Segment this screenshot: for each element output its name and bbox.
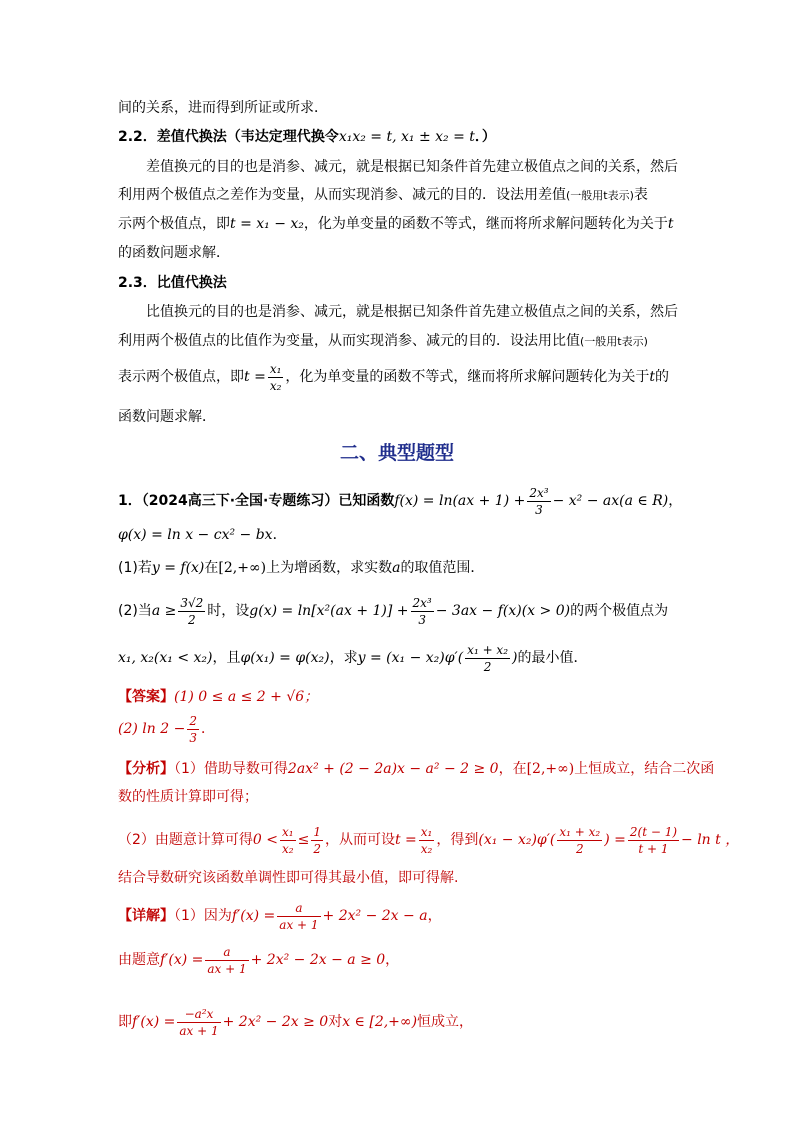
- part2-g-rest: − 3ax − f(x)(x > 0): [435, 603, 571, 619]
- text: ，且: [212, 650, 241, 666]
- p23-line4: 函数问题求解．: [118, 409, 216, 425]
- question-1-part1: (1)若y = f(x)在[2,+∞)上为增函数，求实数a的取值范围．: [118, 560, 485, 576]
- p23-line3-mid: ，化为单变量的函数不等式，继而将所求解问题转化为关于: [285, 369, 650, 385]
- p22-line1: 差值换元的目的也是消参、减元，就是根据已知条件首先建立极值点之间的关系，然后: [146, 159, 678, 175]
- analysis-inequality: 2ax² + (2 − 2a)x − a² − 2 ≥ 0: [287, 761, 499, 777]
- comma: ，: [427, 908, 442, 924]
- heading-2-2-text: 2.2．差值代换法（韦达定理代换令: [118, 129, 339, 145]
- analysis-line2: 数的性质计算即可得；: [118, 789, 258, 805]
- p22-line3-text: 示两个极值点，即: [118, 216, 230, 232]
- paragraph-intro-end: 间的关系，进而得到所证或所求．: [118, 100, 328, 116]
- p23-line3-end: 的: [655, 369, 670, 385]
- formula: + 2x² − 2x − a: [322, 908, 428, 924]
- text: 恒成立，: [417, 1014, 474, 1030]
- p22-note: (一般用t表示): [566, 189, 634, 202]
- p22-line4: 的函数问题求解．: [118, 245, 230, 261]
- text: 时，设: [207, 603, 250, 619]
- p22-line2-end: 表: [633, 187, 648, 203]
- question-1-f-rest: − x² − ax(a ∈ R): [552, 493, 669, 509]
- text: （1）借助导数可得: [174, 761, 288, 777]
- question-1-phi: [118, 525, 287, 545]
- p22-line3-mid: ，化为单变量的函数不等式，继而将所求解问题转化为关于: [303, 216, 668, 232]
- analysis-line4: 结合导数研究该函数单调性即可得其最小值，即可得解.: [118, 870, 459, 886]
- p23-line2-text: 利用两个极值点的比值作为变量，从而实现消参、减元的目的．设法用比值: [118, 333, 580, 349]
- p23-line3: 表示两个极值点，即t = $\frac{\text{x₁}}{\text{x₂}}$ ，化为单变量的函数不等式，继而将所求解问题转化为关于t的: [118, 361, 670, 393]
- extreme-points: x₁, x₂(x₁ < x₂): [118, 650, 213, 666]
- answer-2: (2) ln 2 −: [118, 721, 186, 737]
- analysis-line3: （2）由题意计算可得0 < $\frac{\text{x₁}}{\text{x₂}}$ ≤ $\frac{1}{2}$ ，从而可设t = $\frac{\text{x₁}}{\text{x₂}}$ ，得到(x₁ − x₂)φ′( $\frac{\text{x₁ + x₂}}{2}$ ) = $\frac{2(t - 1)}{t + 1}$ − ln t ，: [118, 824, 740, 856]
- ratio-fraction: $\frac{\text{x₁}}{\text{x₂}}$: [269, 361, 282, 393]
- question-1-part2-line2: x₁, x₂(x₁ < x₂)，且φ(x₁) = φ(x₂)，求y = (x₁ − x₂)φ′( $\frac{\text{x₁ + x₂}}{2}$ )的最小值．: [118, 642, 588, 674]
- detail-line1: 【详解】（1）因为f′(x) = $\frac{a}{ax + 1}$ + 2x² − 2x − a，: [118, 900, 442, 932]
- part1-interval: [2,+∞): [218, 560, 267, 576]
- question-1-part2: (2)当a ≥ $\frac{3√2}{2}$ 时，设g(x) = ln[x²(ax + 1)] + $\frac{\text{2x³}}{3}$ − 3ax − f(x)(x > 0)的两个极值点为: [118, 595, 669, 627]
- formula: + 2x² − 2x − a ≥ 0: [250, 952, 386, 968]
- part1-label: (1)若: [118, 560, 152, 576]
- section-title: 二、典型题型: [339, 442, 454, 464]
- text: ，得到: [436, 832, 479, 848]
- domain: x ∈ [2,+∞): [342, 1014, 418, 1030]
- heading-2-2-formula: x₁x₂ = t, x₁ ± x₂ = t: [338, 129, 475, 145]
- phi-definition: φ(x) = ln x − cx² − bx: [118, 527, 273, 543]
- p22-var-t: t: [667, 216, 674, 232]
- text: 的最小值．: [517, 650, 588, 666]
- detail-line2: 由题意f′(x) = $\frac{a}{ax + 1}$ + 2x² − 2x − a ≥ 0，: [118, 944, 400, 976]
- question-1-source: 1．（2024高三下·全国·专题练习）已知函数: [118, 493, 395, 509]
- text: 的取值范围．: [400, 560, 485, 576]
- part1-y: y = f(x): [151, 560, 205, 576]
- text: （2）由题意计算可得: [118, 832, 253, 848]
- heading-2-2-end: ．）: [474, 129, 496, 145]
- period: ．: [272, 527, 287, 543]
- p22-line3: [118, 214, 674, 234]
- answer-line2: (2) ln 2 − $\frac{2}{3}$ ．: [118, 713, 215, 745]
- text: 由题意: [118, 952, 160, 968]
- p22-formula: t = x₁ − x₂: [230, 216, 304, 232]
- heading-2-2: [118, 127, 496, 147]
- p23-line2: [118, 331, 648, 352]
- text: ，从而可设: [324, 832, 395, 848]
- answer-1: (1) 0 ≤ a ≤ 2 + √6；: [174, 689, 319, 705]
- analysis-tag: 【分析】: [118, 761, 174, 777]
- heading-2-3: 2.3．比值代换法: [118, 275, 227, 291]
- answer-tag: 【答案】: [118, 689, 174, 705]
- p23-line1: 比值换元的目的也是消参、减元，就是根据已知条件首先建立极值点之间的关系，然后: [146, 304, 678, 320]
- formula: + 2x² − 2x ≥ 0: [222, 1014, 329, 1030]
- p22-line2-text: 利用两个极值点之差作为变量，从而实现消参、减元的目的．设法用差值: [118, 187, 566, 203]
- period: ．: [200, 721, 215, 737]
- question-1-f: f(x) = ln(ax + 1) +: [394, 493, 526, 509]
- text: 即: [118, 1014, 132, 1030]
- detail-line3: 即f′(x) = $\frac{\text{−a²x}}{ax + 1}$ + 2x² − 2x ≥ 0对x ∈ [2,+∞)恒成立，: [118, 1006, 474, 1038]
- p23-note: (一般用t表示): [580, 335, 648, 348]
- phi-equal: φ(x₁) = φ(x₂): [240, 650, 330, 666]
- text: （1）因为: [174, 908, 232, 924]
- comma: ，: [385, 952, 400, 968]
- detail-tag: 【详解】: [118, 908, 174, 924]
- part2-label: (2)当: [118, 603, 152, 619]
- text: ，在: [498, 761, 527, 777]
- text: 上恒成立，结合二次函: [574, 761, 715, 777]
- text: 在: [204, 560, 219, 576]
- p22-line2: [118, 185, 648, 206]
- text: ，求: [329, 650, 358, 666]
- target-y: y = (x₁ − x₂)φ′: [357, 650, 458, 666]
- text: 的两个极值点为: [570, 603, 669, 619]
- analysis-line1: 【分析】（1）借助导数可得2ax² + (2 − 2a)x − a² − 2 ≥ 0，在[2,+∞)上恒成立，结合二次函: [118, 761, 715, 777]
- p23-line3-text: 表示两个极值点，即: [118, 369, 244, 385]
- part2-g: g(x) = ln[x²(ax + 1)] +: [249, 603, 409, 619]
- answer-line1: [118, 687, 318, 707]
- text: 对: [328, 1014, 343, 1030]
- question-1-stem: 1．（2024高三下·全国·专题练习）已知函数f(x) = ln(ax + 1) + $\frac{\text{2x³}}{3}$ − x² − ax(a ∈ R)，: [118, 485, 683, 517]
- comma: ，: [668, 493, 683, 509]
- text: 上为增函数，求实数: [266, 560, 393, 576]
